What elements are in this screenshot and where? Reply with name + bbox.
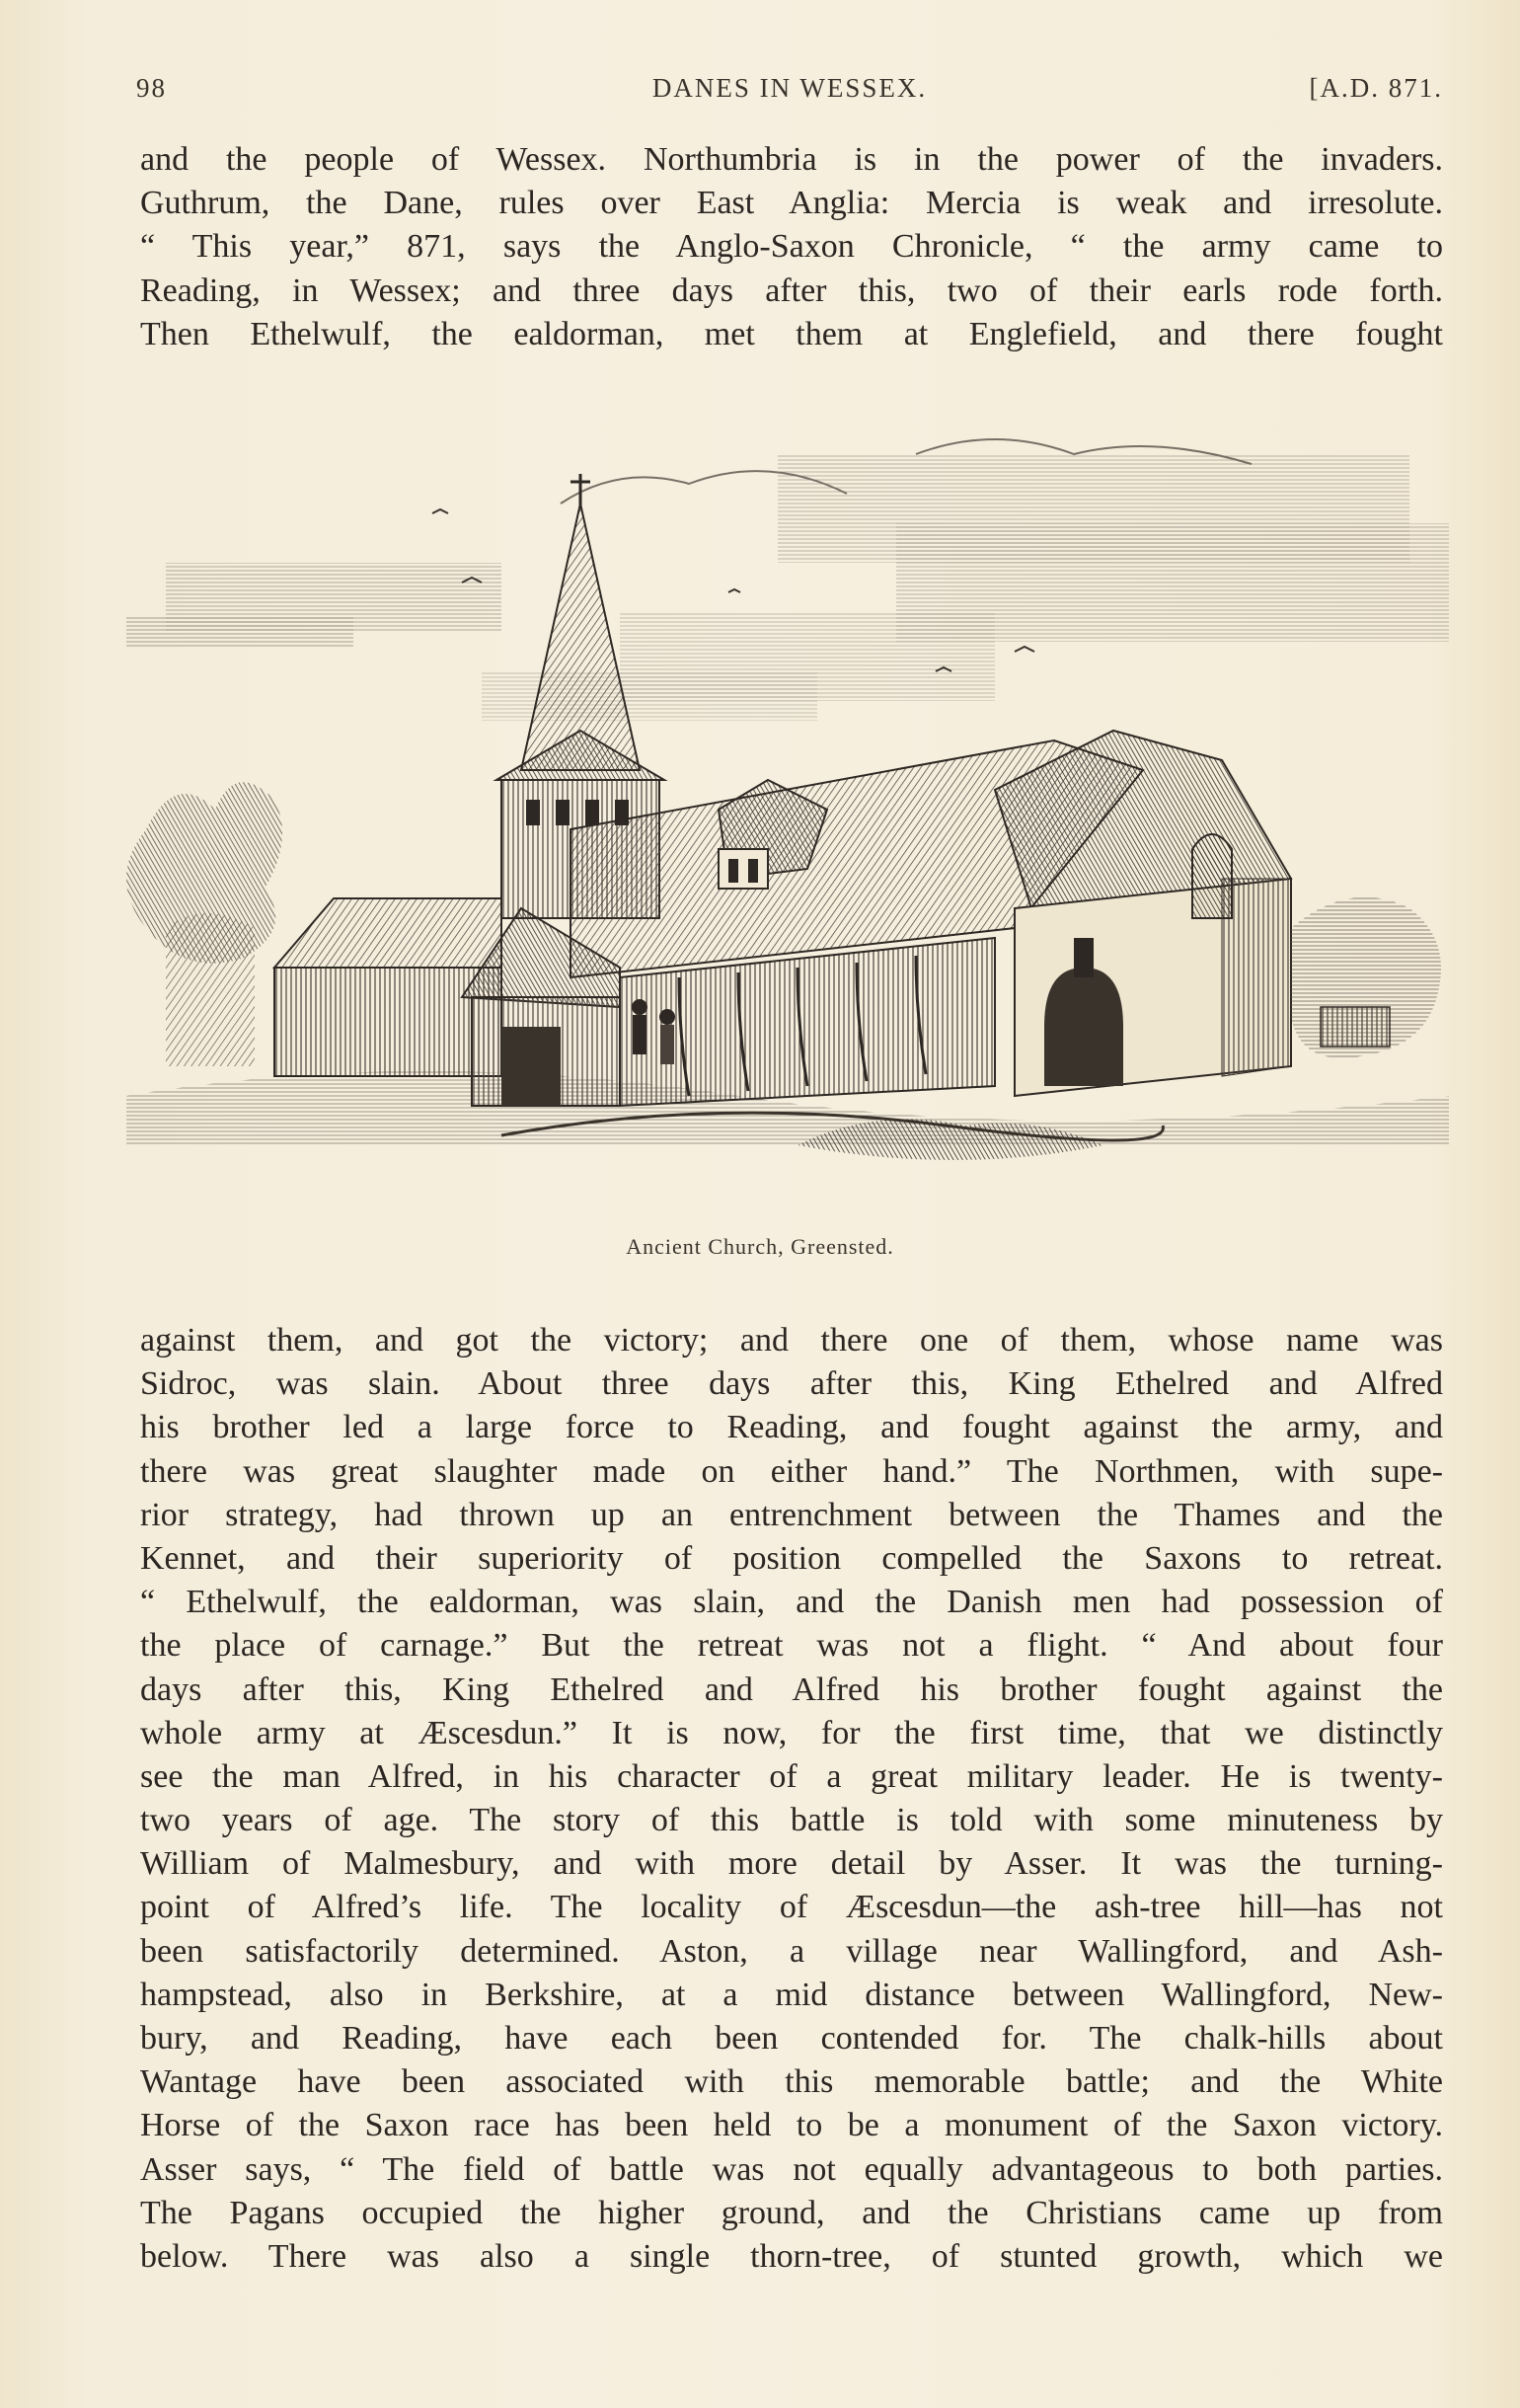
right-foliage: [1291, 897, 1441, 1058]
running-title: DANES IN WESSEX.: [651, 73, 928, 103]
running-date: [A.D. 871.: [1309, 73, 1443, 103]
text-line: Kennet, and their superiority of position compelled the Saxons to retreat.: [140, 1539, 1443, 1577]
text-line: Then Ethelwulf, the ealdorman, met them at Englefield, and there fought: [140, 315, 1443, 352]
paragraph-top: [140, 138, 1443, 356]
text-line: against them, and got the victory; and there one of them, whose name was: [140, 1322, 1443, 1359]
text-line: William of Malmesbury, and with more detail by Asser. It was the turning-: [140, 1845, 1443, 1883]
text-line: been satisfactorily determined. Aston, a village near Wallingford, and Ash-: [140, 1932, 1443, 1970]
text-line: two years of age. The story of this battle is told with some minuteness by: [140, 1802, 1443, 1839]
chancel: [995, 731, 1291, 1096]
text-line: Guthrum, the Dane, rules over East Anglia: Mercia is weak and irresolute.: [140, 185, 1443, 222]
text-line: “ This year,” 871, says the Anglo-Saxon Chronicle, “ the army came to: [140, 228, 1443, 266]
text-line: Wantage have been associated with this memorable battle; and the White: [140, 2063, 1443, 2101]
left-foliage: [126, 782, 282, 1066]
text-line: below. There was also a single thorn-tree, of stunted growth, which we: [140, 2237, 1443, 2275]
text-line: the place of carnage.” But the retreat was not a flight. “ And about four: [140, 1627, 1443, 1665]
text-line: rior strategy, had thrown up an entrenchment between the Thames and the: [140, 1496, 1443, 1533]
page-number: 98: [136, 73, 167, 103]
text-line: his brother led a large force to Reading, and fought against the army, and: [140, 1409, 1443, 1446]
text-line: bury, and Reading, have each been contended for. The chalk-hills about: [140, 2020, 1443, 2057]
text-line: whole army at Æscesdun.” It is now, for the first time, that we distinctly: [140, 1714, 1443, 1751]
text-line: Reading, in Wessex; and three days after this, two of their earls rode forth.: [140, 272, 1443, 309]
paragraph-bottom: [140, 1319, 1443, 2279]
text-line: there was great slaughter made on either hand.” The Northmen, with supe-: [140, 1452, 1443, 1490]
illustration-caption: Ancient Church, Greensted.: [626, 1234, 894, 1259]
text-line: point of Alfred’s life. The locality of Æscesdun—the ash-tree hill—has not: [140, 1889, 1443, 1926]
text-line: “ Ethelwulf, the ealdorman, was slain, and the Danish men had possession of: [140, 1584, 1443, 1621]
church-engraving: [126, 415, 1449, 1204]
text-line: Sidroc, was slain. About three days after this, King Ethelred and Alfred: [140, 1365, 1443, 1403]
text-line: see the man Alfred, in his character of a great military leader. He is twenty-: [140, 1757, 1443, 1795]
text-line: The Pagans occupied the higher ground, and the Christians came up from: [140, 2194, 1443, 2231]
text-line: days after this, King Ethelred and Alfred his brother fought against the: [140, 1670, 1443, 1708]
text-line: and the people of Wessex. Northumbria is in the power of the invaders.: [140, 141, 1443, 178]
running-head: [136, 73, 1443, 113]
text-line: hampstead, also in Berkshire, at a mid distance between Wallingford, New-: [140, 1976, 1443, 2013]
sky-clouds: [126, 439, 1449, 721]
text-line: Asser says, “ The field of battle was not equally advantageous to both parties.: [140, 2150, 1443, 2188]
text-line: Horse of the Saxon race has been held to be a monument of the Saxon victory.: [140, 2107, 1443, 2144]
